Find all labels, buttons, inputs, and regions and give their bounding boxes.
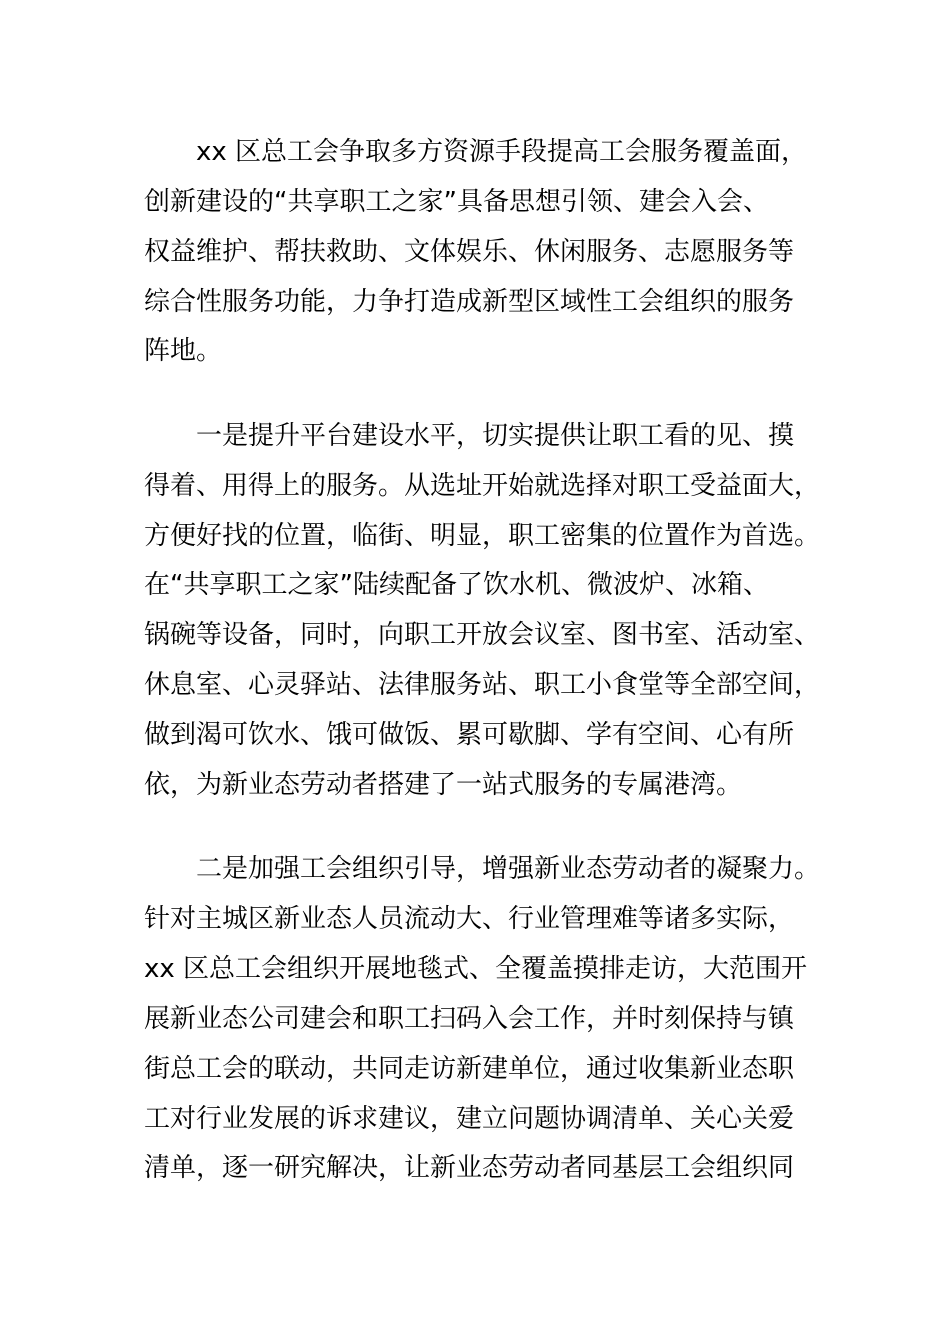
paragraph-1-line-2: 创新建设的“共享职工之家”具备思想引领、建会入会、	[144, 187, 769, 217]
paragraph-2-line-5: 锅碗等设备，同时，向职工开放会议室、图书室、活动室、	[144, 620, 821, 650]
paragraph-3-line-7: 清单，逐一研究解决，让新业态劳动者同基层工会组织同	[144, 1153, 795, 1183]
paragraph-2-line-4: 在“共享职工之家”陆续配备了饮水机、微波炉、冰箱、	[144, 570, 769, 600]
paragraph-1-line-4: 综合性服务功能，力争打造成新型区域性工会组织的服务	[144, 287, 795, 317]
paragraph-2-line-2: 得着、用得上的服务。从选址开始就选择对职工受益面大，	[144, 471, 821, 501]
paragraph-3-line-6: 工对行业发展的诉求建议，建立问题协调清单、关心关爱	[144, 1104, 795, 1134]
paragraph-2-line-8: 依，为新业态劳动者搭建了一站式服务的专属港湾。	[144, 770, 743, 800]
paragraph-1-line-1: xx 区总工会争取多方资源手段提高工会服务覆盖面，	[196, 137, 808, 167]
paragraph-2-line-1: 一是提升平台建设水平，切实提供让职工看的见、摸	[196, 421, 795, 451]
paragraph-2-line-6: 休息室、心灵驿站、法律服务站、职工小食堂等全部空间，	[144, 670, 821, 700]
paragraph-1-line-3: 权益维护、帮扶救助、文体娱乐、休闲服务、志愿服务等	[144, 237, 795, 267]
paragraph-2-line-3: 方便好找的位置，临街、明显，职工密集的位置作为首选。	[144, 521, 821, 551]
paragraph-3-line-3: xx 区总工会组织开展地毯式、全覆盖摸排走访，大范围开	[144, 954, 808, 984]
paragraph-3-line-2: 针对主城区新业态人员流动大、行业管理难等诸多实际，	[144, 904, 795, 934]
paragraph-2-line-7: 做到渴可饮水、饿可做饭、累可歇脚、学有空间、心有所	[144, 720, 795, 750]
paragraph-1-line-5: 阵地。	[144, 336, 223, 366]
paragraph-3-line-4: 展新业态公司建会和职工扫码入会工作，并时刻保持与镇	[144, 1004, 795, 1034]
paragraph-3-line-5: 街总工会的联动，共同走访新建单位，通过收集新业态职	[144, 1054, 795, 1084]
paragraph-3-line-1: 二是加强工会组织引导，增强新业态劳动者的凝聚力。	[196, 854, 821, 884]
